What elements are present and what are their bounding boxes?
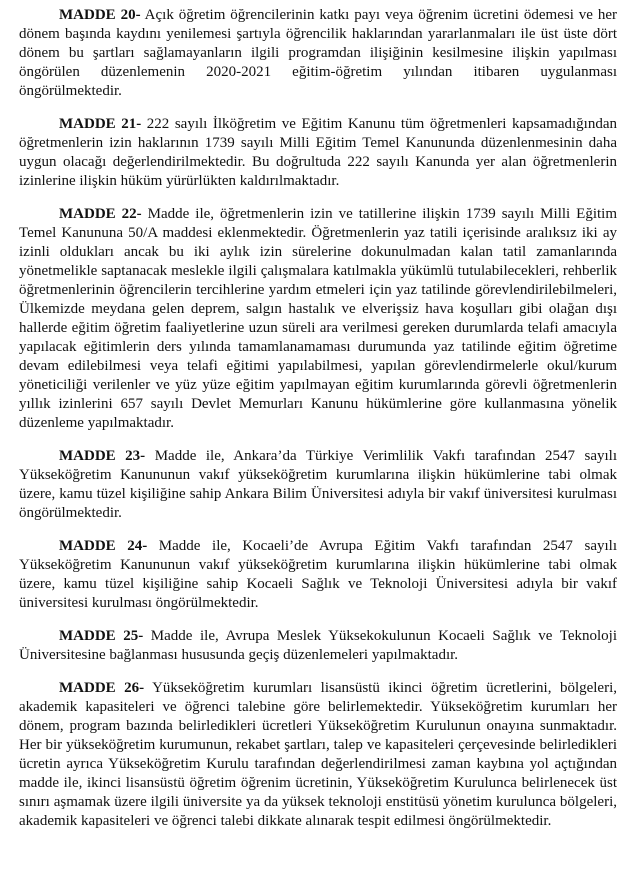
article-24	[19, 537, 617, 613]
article-26	[19, 679, 617, 831]
article-20	[19, 6, 617, 101]
article-text: Açık öğretim öğrencilerinin katkı payı veya öğrenim ücretini ödemesi ve her dönem başında kaydını yenilemesi şartıyla öğrencilik haklarından yararlanmaları ile üst üste dört dönem bu şartları sağlamayanların ilgili programdan ilişiğinin kesilmesine ilişkin yapılması öngörülen düzenlemenin 2020-2021 eğitim-öğretim yılından itibaren uygulanması öngörülmektedir.	[19, 7, 617, 99]
article-label: MADDE 21-	[59, 116, 142, 132]
article-text: Madde ile, Ankara’da Türkiye Verimlilik Vakfı tarafından 2547 sayılı Yükseköğretim Kanununun vakıf yükseköğretim kurumlarına ilişkin hükümlerine tabi olmak üzere, kamu tüzel kişiliğine sahip Ankara Bilim Üniversitesi adıyla bir vakıf üniversitesi kurulması öngörülmektedir.	[19, 448, 618, 521]
article-text: Yükseköğretim kurumları lisansüstü ikinci öğretim ücretlerini, bölgeleri, akademik kapasiteleri ve öğrenci talebine göre belirlemektedir. Yükseköğretim kurumları her dönem, program bazında belirledikleri ücretleri Yükseköğretim Kurulunun onayına sunmaktadır. Her bir yükseköğretim kurumunun, rekabet şartları, talep ve kapasiteleri çerçevesinde belirledikleri ücretin ayrıca Yükseköğretim Kurulu tarafından değerlendirilmesi zaman kaybına yol açtığından madde ile, ikinci lisansüstü öğretim öğrenim ücretinin, Yükseköğretim Kurulunca belirlenecek üst sınırı aşmamak üzere ilgili üniversite ya da yüksek teknoloji enstitüsü yönetim kurulunca bölgeleri, akademik kapasiteleri ve öğrenci talebi dikkate alınarak tespit edilmesi öngörülmektedir.	[19, 680, 618, 829]
article-text: Madde ile, öğretmenlerin izin ve tatillerine ilişkin 1739 sayılı Milli Eğitim Temel Kanununa 50/A maddesi eklenmektedir. Öğretmenlerin yaz tatili içerisinde aralıksız iki ay izinli oldukları ancak bu iki aylık izin sürelerine dokunulmadan kalan tatil zamanlarında yönetmelikle saptanacak meslekle ilgili çalışmalara katılmakla yükümlü tutulabilecekleri, rehberlik öğretmenlerinin öğrencilerin tercihlerine yardım etmeleri için yaz tatilinde görevlendirilebilmeleri, Ülkemizde meydana gelen deprem, salgın hastalık ve elverişsiz hava koşulları gibi olağan dışı hallerde eğitim öğretim faaliyetlerine uzun süreli ara verilmesi gereken durumlarda telafi amacıyla yapılacak eğitimlerin ders yılında tamamlanamaması durumunda yaz tatilinde eğitim öğretime devam edilebilmesi veya telafi eğitimi yapılabilmesi, yapılan görevlendirmelerle okul/kurum yöneticiliği verilenler ve yüz yüze eğitim yapılmayan eğitim kurumlarında görevli öğretmenlerin yıllık izinlerini 657 sayılı Devlet Memurları Kanunu hükümlerine göre kullanmasına yönelik düzenleme yapılmaktadır.	[19, 206, 618, 431]
article-label: MADDE 24-	[59, 538, 148, 554]
document-page	[19, 6, 617, 831]
article-label: MADDE 20-	[59, 7, 141, 23]
article-21	[19, 115, 617, 191]
article-label: MADDE 23-	[59, 448, 146, 464]
article-label: MADDE 22-	[59, 206, 142, 222]
article-text: 222 sayılı İlköğretim ve Eğitim Kanunu tüm öğretmenleri kapsamadığından öğretmenlerin izin haklarının 1739 sayılı Milli Eğitim Temel Kanununda düzenlenmesinin daha uygun olacağı değerlendirilmektedir. Bu doğrultuda 222 sayılı Kanunda yer alan öğretmenlerin izinlerine ilişkin hüküm yürürlükten kaldırılmaktadır.	[19, 116, 617, 189]
article-23	[19, 447, 617, 523]
article-22	[19, 205, 617, 433]
article-label: MADDE 26-	[59, 680, 145, 696]
article-25	[19, 627, 617, 665]
article-text: Madde ile, Avrupa Meslek Yüksekokulunun Kocaeli Sağlık ve Teknoloji Üniversitesine bağlanması hususunda geçiş düzenlemeleri yapılmaktadır.	[19, 628, 617, 663]
article-text: Madde ile, Kocaeli’de Avrupa Eğitim Vakfı tarafından 2547 sayılı Yükseköğretim Kanununun vakıf yükseköğretim kurumlarına ilişkin hükümlerine tabi olmak üzere, kamu tüzel kişiliğine sahip Kocaeli Sağlık ve Teknoloji Üniversitesi adıyla bir vakıf üniversitesi kurulması öngörülmektedir.	[19, 538, 617, 611]
article-label: MADDE 25-	[59, 628, 144, 644]
